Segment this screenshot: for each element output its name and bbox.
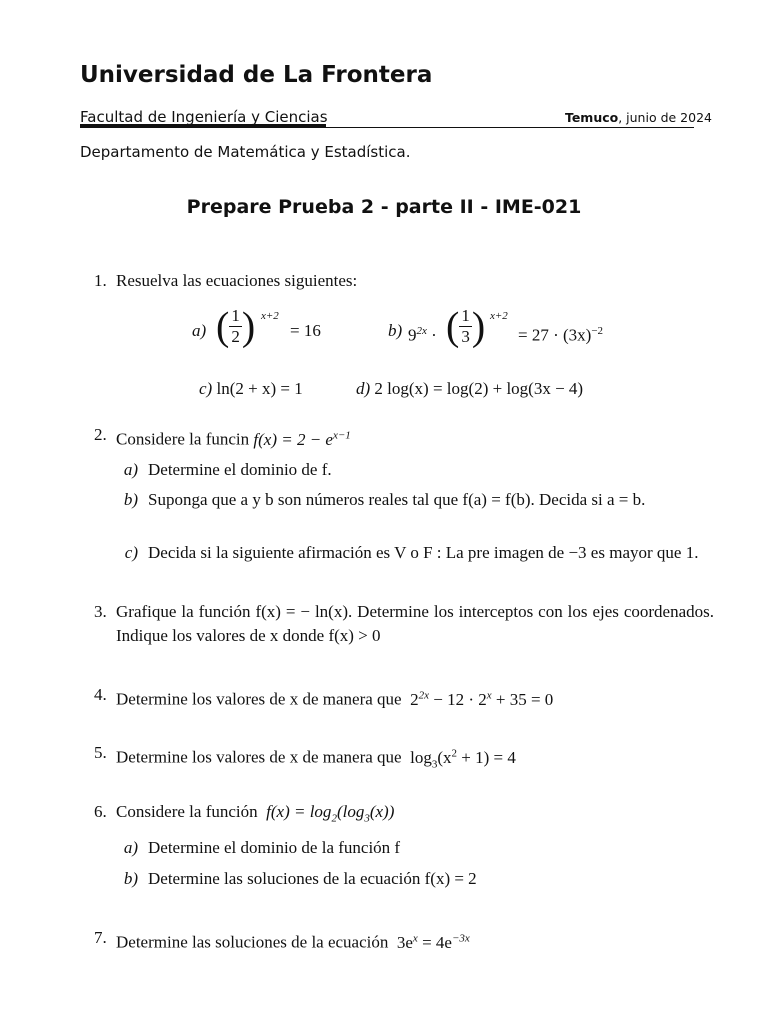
equation-rhs: = 16 <box>290 321 321 340</box>
paren-left: ( <box>446 303 460 349</box>
paren-right: ) <box>471 303 486 349</box>
equation-label: a) <box>192 321 207 340</box>
place-date <box>565 110 712 125</box>
problem-number: 6. <box>94 802 107 821</box>
subproblem-text: Determine las soluciones de la ecuación f(x) = 2 <box>148 869 477 888</box>
problem-text: Determine los valores de x de manera que $\log_3(x^2 + 1) = 4$ <box>116 747 516 771</box>
equation: $2^{2x} - 12 \cdot 2^x + 35 = 0$ <box>410 689 554 709</box>
equation-d <box>356 377 583 401</box>
equation-label: c) <box>199 379 213 398</box>
problem-text: Determine las soluciones de la ecuación $3e^x = 4e^{-3x}$ <box>116 932 470 952</box>
subproblem-text: Decida si la siguiente afirmación es V o F : La pre imagen de −3 es mayor que 1. <box>148 543 699 562</box>
header-rule <box>80 127 694 128</box>
problem-text: Determine los valores de x de manera que $2^{2x} - 12 \cdot 2^x + 35 = 0$ <box>116 689 554 709</box>
subproblem-2b <box>116 488 714 536</box>
subproblem-label: b) <box>123 869 138 888</box>
equation-c <box>199 377 303 401</box>
problem-number: 5. <box>94 743 107 762</box>
fraction-one-third: $\frac{1}{3}$ <box>461 306 470 346</box>
equation-base: $9^{2x}$ · <box>408 325 437 345</box>
equation: $f(x) = \log_2(\log_3(x))$ <box>266 802 395 825</box>
problem-text: Considere la funcin $f(x) = 2 - e^{x-1}$ <box>116 429 351 449</box>
problem-number: 1. <box>94 271 107 290</box>
equation: $3e^x = 4e^{-3x}$ <box>396 932 470 952</box>
equation-text: 2 log(x) = log(2) + log(3x − 4) <box>374 379 584 398</box>
place-city: Temuco <box>564 110 619 125</box>
subproblem-label: a) <box>123 460 138 479</box>
subproblem-label: a) <box>123 838 138 857</box>
subproblem-text: Suponga que a y b son números reales tal que f(a) = f(b). Decida si a = b. <box>148 490 646 509</box>
exponent: x+2 <box>261 310 279 322</box>
problem-text: Resuelva las ecuaciones siguientes: <box>116 271 358 290</box>
equation-text: ln(2 + x) = 1 <box>216 379 303 398</box>
equation-rhs: = $27 \cdot (3x)^{-2}$ <box>518 325 604 345</box>
subproblem-label: b) <box>123 490 138 509</box>
university-name: Universidad de La Frontera <box>80 62 433 88</box>
subproblem-text: Determine el dominio de la función f <box>148 838 401 857</box>
problem-text: Considere la función $f(x) = \log_2(\log_3(x))$ <box>116 802 395 825</box>
problem-number: 4. <box>94 685 107 704</box>
equation-label: b) <box>388 321 403 340</box>
problem-number: 2. <box>94 425 107 444</box>
place-date-text: , junio de 2024 <box>618 110 712 125</box>
fraction-one-half: $\frac{1}{2}$ <box>231 306 240 346</box>
department-name: Departamento de Matemática y Estadística. <box>80 143 411 161</box>
equation: $\log_3(x^2 + 1) = 4$ <box>410 747 516 771</box>
problem-number: 7. <box>94 928 107 947</box>
paren-right: ) <box>241 303 256 349</box>
equation-label: d) <box>356 379 371 398</box>
problem-number: 3. <box>94 602 107 621</box>
page-title: Prepare Prueba 2 - parte II - IME-021 <box>186 196 582 218</box>
paren-left: ( <box>216 303 230 349</box>
exponent: x+2 <box>490 310 508 322</box>
subproblem-2c <box>116 541 714 589</box>
fraction-group <box>216 303 256 349</box>
subproblem-label: c) <box>124 543 138 562</box>
subproblem-text: Determine el dominio de f. <box>148 460 332 479</box>
problem-text: Grafique la función f(x) = − ln(x). Determine los interceptos con los ejes coordenados. Indique los valores de x donde f(x) > 0 <box>116 602 714 645</box>
fraction-group <box>446 303 486 349</box>
faculty-name: Facultad de Ingeniería y Ciencias <box>80 108 328 126</box>
